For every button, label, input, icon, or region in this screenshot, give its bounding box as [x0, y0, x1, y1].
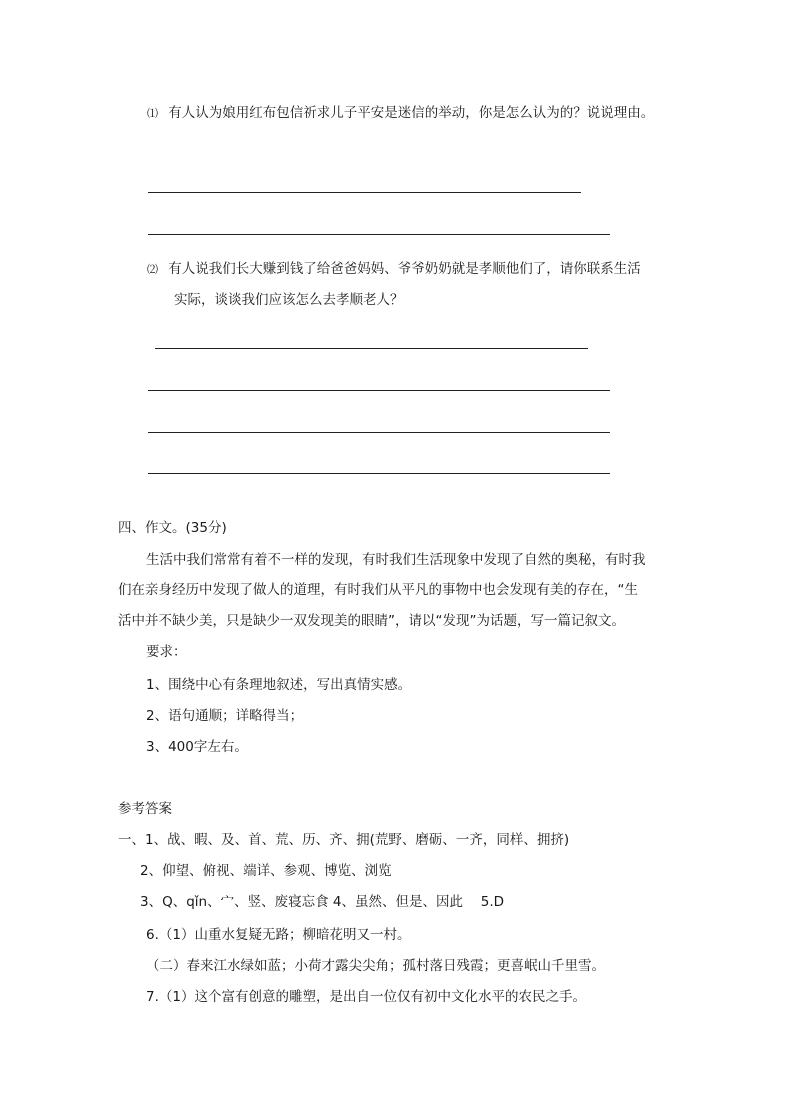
composition-prompt-line2: 们在亲身经历中发现了做人的道理，有时我们从平凡的事物中也会发现有美的存在，“生: [118, 582, 638, 598]
question-1: [147, 104, 654, 123]
question-2: [147, 260, 641, 279]
requirement-item: 2、语句通顺；详略得当；: [146, 708, 304, 724]
composition-heading: 四、作文。(35分): [118, 520, 227, 536]
answer-line[interactable]: [155, 348, 588, 349]
answer-line[interactable]: [148, 192, 581, 193]
composition-prompt-line1: 生活中我们常常有着不一样的发现，有时我们生活现象中发现了自然的奥秘，有时我: [146, 552, 646, 568]
question-2-text-line1: 有人说我们长大赚到钱了给爸爸妈妈、爷爷奶奶就是孝顺他们了，请你联系生活: [168, 261, 641, 277]
composition-prompt-line3: 活中并不缺少美，只是缺少一双发现美的眼睛”，请以“发现”为话题，写一篇记叙文。: [118, 613, 625, 629]
requirement-item: 1、围绕中心有条理地叙述，写出真情实感。: [146, 677, 412, 693]
requirements-label: 要求：: [146, 644, 187, 660]
requirement-item: 3、400字左右。: [146, 739, 248, 755]
question-2-number: ⑵: [147, 263, 158, 276]
answer-line-text: 2、仰望、俯视、端详、参观、博览、浏览: [140, 863, 392, 879]
question-1-text: 有人认为娘用红布包信祈求儿子平安是迷信的举动，你是怎么认为的？说说理由。: [168, 105, 655, 121]
answer-line-text: 一、1、战、暇、及、首、荒、历、齐、拥(荒野、磨砺、一齐，同样、拥挤): [118, 832, 570, 848]
question-2-text-line2: 实际，谈谈我们应该怎么去孝顺老人？: [174, 292, 404, 308]
answer-line[interactable]: [148, 390, 610, 391]
answer-line[interactable]: [148, 432, 610, 433]
answer-line-text: （二）春来江水绿如蓝；小荷才露尖尖角；孤村落日残霞；更喜岷山千里雪。: [146, 958, 605, 974]
answer-line[interactable]: [148, 473, 610, 474]
answer-line-text: 3、Q、qǐn、宀、竖、废寝忘食 4、虽然、但是、因此 5.D: [140, 894, 505, 910]
answer-line-text: 6.（1）山重水复疑无路；柳暗花明又一村。: [146, 927, 411, 943]
question-1-number: ⑴: [147, 107, 158, 120]
answer-line-text: 7.（1）这个富有创意的雕塑，是出自一位仅有初中文化水平的农民之手。: [146, 989, 586, 1005]
answers-heading: 参考答案: [118, 801, 172, 817]
answer-line[interactable]: [148, 234, 610, 235]
